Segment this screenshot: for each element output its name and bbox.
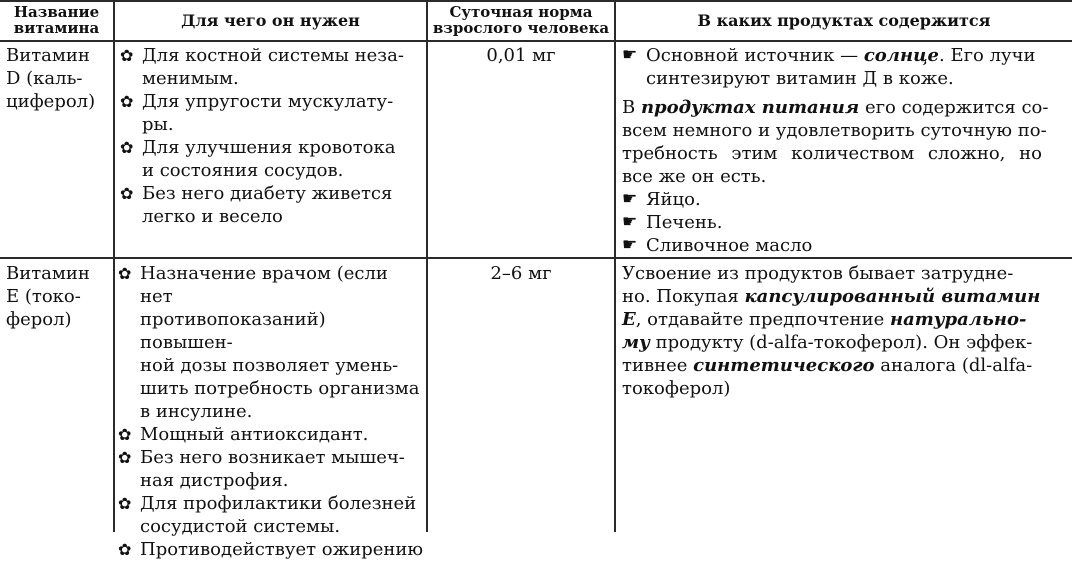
list-item: ✿ Противодействует ожирению	[118, 539, 424, 560]
row-divider	[0, 257, 1072, 259]
row1-norm: 0,01 мг	[486, 45, 556, 66]
col-divider-3	[614, 0, 616, 532]
list-item: ✿ Для улучшения кровотока и состояния сосудов.	[120, 137, 396, 181]
row2-products: Усвоение из продуктов бывает затрудне- но. Покупая капсулированный витамин E, отдавайте предпочтение натурально- му продукту (d-alfa-токоферол). Он эффек- тивнее синтетического аналога (dl-alfa- токоферол)	[622, 263, 1041, 399]
list-item: ☛ Сливочное масло	[622, 235, 813, 256]
row2-norm: 2–6 мг	[490, 263, 552, 284]
row2-purpose-list	[118, 262, 424, 561]
list-item: ✿ Назначение врачом (если нет противопоказаний) повышен- ной дозы позволяет умень- шить потребность организма в инсулине.	[118, 263, 420, 422]
flower-bullet-icon: ✿	[118, 425, 132, 444]
header-name: Название витамина	[13, 3, 100, 37]
list-item: ☛ Яйцо.	[622, 189, 701, 210]
list-item: ☛ Печень.	[622, 212, 723, 233]
flower-bullet-icon: ✿	[120, 184, 134, 203]
flower-bullet-icon: ✿	[120, 138, 134, 157]
list-item: ✿ Для упругости мускулату- ры.	[120, 91, 394, 135]
list-item: ✿ Для профилактики болезней сосудистой системы.	[118, 493, 417, 537]
flower-bullet-icon: ✿	[118, 494, 132, 513]
row1-purpose-list	[120, 44, 420, 228]
source-item: ☛ Основной источник — солнце. Его лучи синтезируют витамин Д в коже.	[622, 45, 1036, 89]
header-norm: Суточная норма взрослого человека	[432, 3, 610, 37]
flower-bullet-icon: ✿	[118, 448, 132, 467]
flower-bullet-icon: ✿	[118, 264, 132, 283]
header-divider	[0, 40, 1072, 42]
row2-vitamin-name: Витамин E (токо- ферол)	[6, 263, 90, 330]
flower-bullet-icon: ✿	[118, 540, 132, 559]
pointing-hand-icon: ☛	[622, 235, 638, 255]
row1-products	[622, 44, 1062, 257]
pointing-hand-icon: ☛	[622, 45, 638, 65]
pointing-hand-icon: ☛	[622, 189, 638, 209]
list-item: ✿ Без него диабету живется легко и весело	[120, 183, 393, 227]
flower-bullet-icon: ✿	[120, 46, 134, 65]
flower-bullet-icon: ✿	[120, 92, 134, 111]
food-paragraph: В продуктах питания его содержится со- всем немного и удовлетворить суточную по- требность этим количеством сложно, но все же он есть.	[622, 97, 1049, 187]
row1-vitamin-name: Витамин D (каль- циферол)	[6, 45, 96, 112]
list-item: ✿ Мощный антиоксидант.	[118, 424, 369, 445]
list-item: ✿ Для костной системы неза- менимым.	[120, 45, 404, 89]
list-item: ✿ Без него возникает мышеч- ная дистрофия.	[118, 447, 405, 491]
pointing-hand-icon: ☛	[622, 212, 638, 232]
header-products: В каких продуктах содержится	[697, 10, 991, 30]
header-purpose: Для чего он нужен	[181, 10, 360, 30]
